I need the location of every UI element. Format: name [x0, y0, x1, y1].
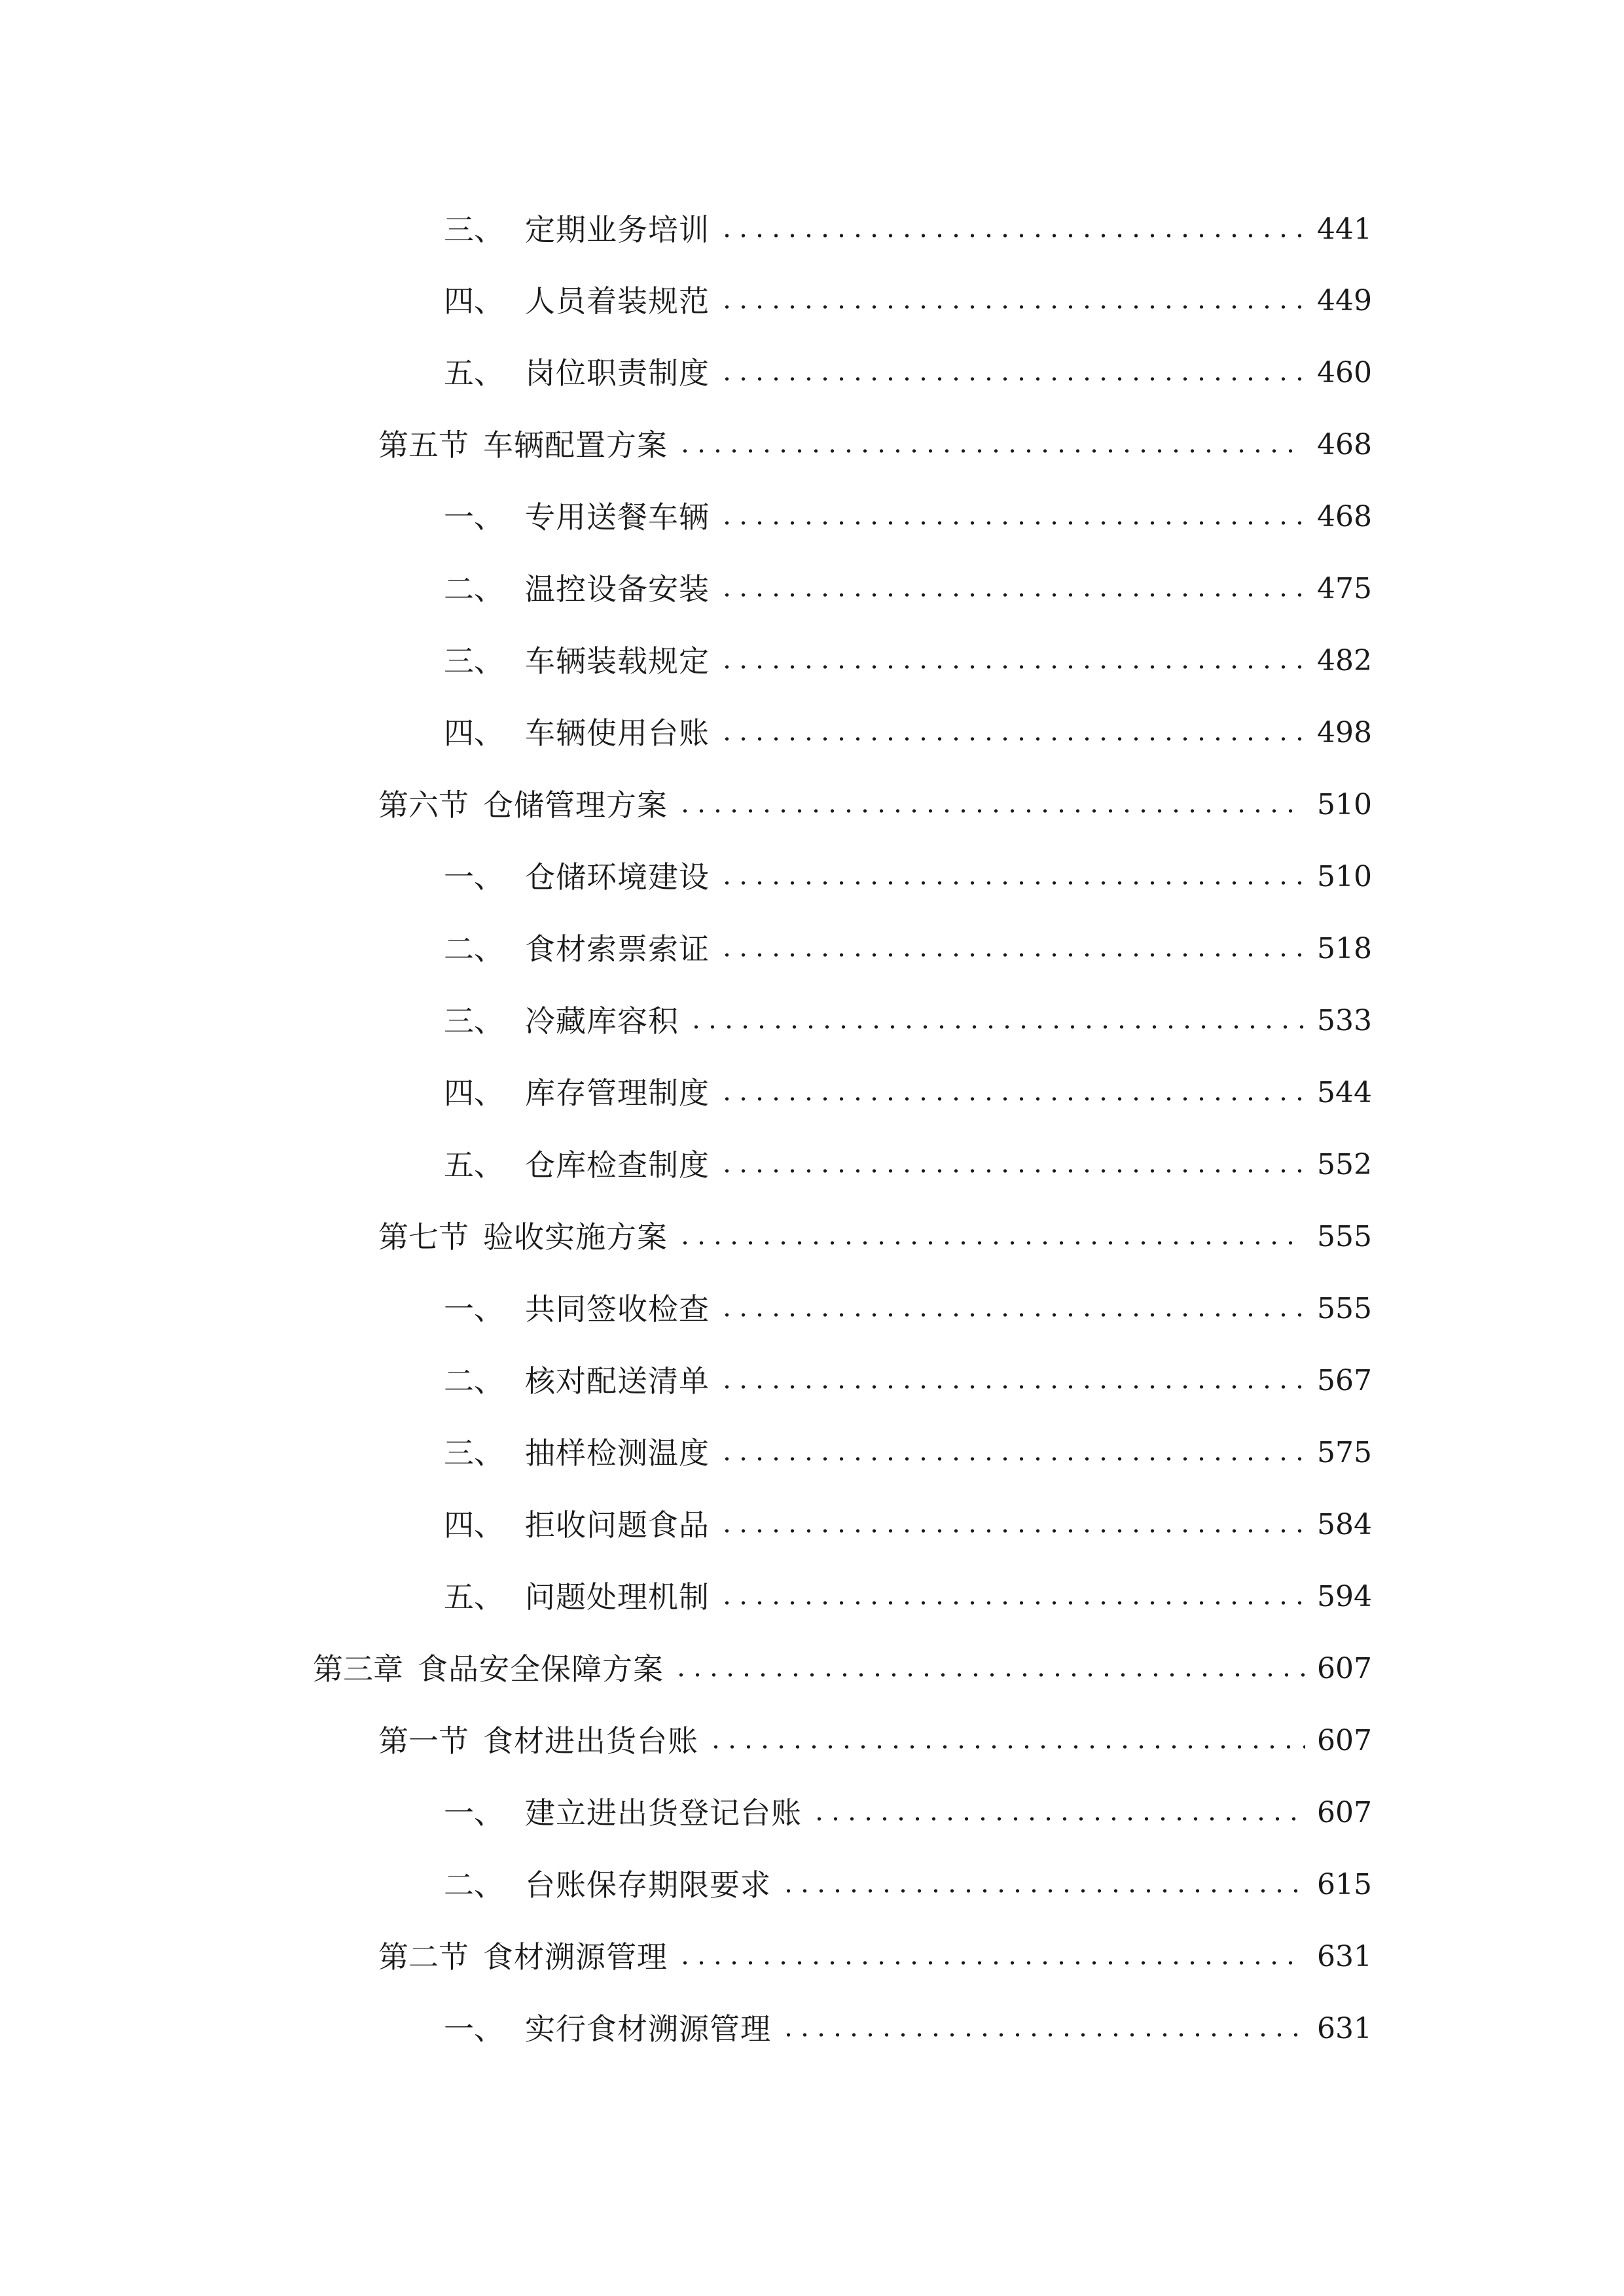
toc-entry-title: 岗位职责制度	[525, 355, 710, 391]
toc-entry-title: 车辆使用台账	[525, 715, 710, 751]
dot-leader	[677, 808, 1305, 814]
toc-entry-number: 五、	[444, 355, 504, 391]
toc-entry-page: 498	[1317, 716, 1372, 749]
dot-leader	[719, 1456, 1305, 1462]
dot-leader	[719, 664, 1305, 670]
toc-entry-title: 食品安全保障方案	[418, 1651, 664, 1687]
dot-leader	[677, 1240, 1305, 1246]
toc-entry-page: 449	[1317, 284, 1372, 317]
toc-entry[interactable]	[444, 2003, 1372, 2055]
dot-leader	[719, 592, 1305, 598]
toc-entry-chapter[interactable]	[313, 1643, 1372, 1695]
toc-entry-number: 三、	[444, 1003, 504, 1039]
toc-entry-title: 仓储环境建设	[525, 859, 710, 895]
dot-leader	[719, 880, 1305, 886]
toc-entry-page: 510	[1317, 860, 1372, 893]
toc-entry-page: 468	[1317, 500, 1372, 533]
toc-entry-title: 验收实施方案	[483, 1219, 668, 1255]
toc-entry-page: 607	[1317, 1796, 1372, 1829]
toc-entry-title: 拒收问题食品	[525, 1507, 710, 1543]
toc-entry-number: 二、	[444, 1867, 504, 1903]
dot-leader	[780, 1888, 1305, 1894]
dot-leader	[688, 1024, 1305, 1030]
toc-entry-title: 库存管理制度	[525, 1075, 710, 1111]
dot-leader	[719, 1096, 1305, 1102]
toc-entry-title: 冷藏库容积	[525, 1003, 679, 1039]
toc-entry[interactable]	[444, 563, 1372, 615]
toc-entry-title: 食材索票索证	[525, 931, 710, 967]
toc-entry-page: 518	[1317, 932, 1372, 965]
toc-entry-page: 482	[1317, 644, 1372, 677]
dot-leader	[673, 1672, 1305, 1678]
toc-entry-number: 三、	[444, 212, 504, 247]
toc-entry-page: 552	[1317, 1148, 1372, 1181]
toc-entry[interactable]	[444, 1067, 1372, 1119]
toc-entry-title: 食材进出货台账	[483, 1723, 698, 1759]
dot-leader	[719, 736, 1305, 742]
toc-entry[interactable]	[444, 1139, 1372, 1191]
toc-entry-number: 二、	[444, 571, 504, 607]
toc-entry-page: 510	[1317, 788, 1372, 821]
dot-leader	[677, 448, 1305, 454]
toc-entry-page: 594	[1317, 1580, 1372, 1613]
toc-entry-number: 一、	[444, 499, 504, 535]
toc-entry-page: 631	[1317, 1940, 1372, 1973]
toc-entry-number: 四、	[444, 715, 504, 751]
toc-entry-number: 一、	[444, 2011, 504, 2047]
dot-leader	[719, 1312, 1305, 1318]
toc-entry-number: 五、	[444, 1579, 504, 1615]
toc-entry-number: 第一节	[378, 1723, 469, 1759]
toc-entry-number: 第六节	[378, 787, 469, 823]
toc-entry-number: 第七节	[378, 1219, 469, 1255]
toc-entry-title: 问题处理机制	[525, 1579, 710, 1615]
toc-entry-title: 食材溯源管理	[483, 1939, 668, 1975]
dot-leader	[719, 1168, 1305, 1174]
toc-entry-page: 615	[1317, 1868, 1372, 1901]
toc-entry-title: 专用送餐车辆	[525, 499, 710, 535]
toc-entry-title: 建立进出货登记台账	[525, 1795, 802, 1831]
toc-entry-page: 555	[1317, 1220, 1372, 1253]
dot-leader	[677, 1960, 1305, 1966]
toc-entry-number: 二、	[444, 931, 504, 967]
toc-entry-page: 441	[1317, 213, 1372, 246]
dot-leader	[811, 1816, 1305, 1822]
toc-entry-page: 475	[1317, 572, 1372, 605]
toc-entry[interactable]	[444, 1571, 1372, 1623]
toc-entry[interactable]	[444, 1787, 1372, 1839]
dot-leader	[719, 232, 1305, 239]
toc-entry-section[interactable]	[378, 1211, 1372, 1263]
toc-entry[interactable]	[444, 1427, 1372, 1479]
toc-entry[interactable]	[444, 923, 1372, 975]
toc-entry-page: 607	[1317, 1652, 1372, 1685]
toc-entry-page: 544	[1317, 1076, 1372, 1109]
toc-entry-page: 533	[1317, 1004, 1372, 1037]
toc-entry-page: 468	[1317, 428, 1372, 461]
dot-leader	[719, 376, 1305, 382]
toc-entry-number: 第三章	[313, 1651, 403, 1687]
toc-entry-number: 二、	[444, 1363, 504, 1399]
toc-entry[interactable]	[444, 995, 1372, 1047]
toc-entry-page: 567	[1317, 1364, 1372, 1397]
dot-leader	[719, 1528, 1305, 1534]
toc-entry-title: 车辆配置方案	[483, 427, 668, 463]
toc-entry-section[interactable]	[378, 1931, 1372, 1983]
toc-entry-title: 抽样检测温度	[525, 1435, 710, 1471]
toc-entry-number: 一、	[444, 1795, 504, 1831]
toc-entry-page: 631	[1317, 2012, 1372, 2045]
toc-entry-number: 一、	[444, 1291, 504, 1327]
toc-entry-title: 仓库检查制度	[525, 1147, 710, 1183]
dot-leader	[719, 304, 1305, 310]
toc-entry-title: 台账保存期限要求	[525, 1867, 771, 1903]
toc-entry[interactable]	[444, 1499, 1372, 1551]
toc-entry[interactable]	[444, 491, 1372, 543]
dot-leader	[708, 1744, 1305, 1750]
toc-entry-title: 温控设备安装	[525, 571, 710, 607]
toc-entry-title: 实行食材溯源管理	[525, 2011, 771, 2047]
toc-entry[interactable]	[444, 635, 1372, 687]
toc-entry-title: 核对配送清单	[525, 1363, 710, 1399]
toc-entry-page: 555	[1317, 1292, 1372, 1325]
toc-entry-number: 三、	[444, 643, 504, 679]
toc-entry-number: 四、	[444, 1075, 504, 1111]
toc-entry[interactable]	[444, 275, 1372, 327]
toc-entry[interactable]	[444, 707, 1372, 759]
toc-entry-number: 第二节	[378, 1939, 469, 1975]
toc-entry[interactable]	[444, 1283, 1372, 1335]
toc-entry-number: 五、	[444, 1147, 504, 1183]
toc-entry-page: 607	[1317, 1724, 1372, 1757]
toc-entry[interactable]	[444, 347, 1372, 399]
dot-leader	[719, 520, 1305, 526]
toc-entry-title: 定期业务培训	[525, 212, 710, 247]
toc-entry-page: 460	[1317, 356, 1372, 389]
dot-leader	[719, 1384, 1305, 1390]
toc-entry-title: 仓储管理方案	[483, 787, 668, 823]
dot-leader	[719, 952, 1305, 958]
toc-entry-title: 人员着装规范	[525, 283, 710, 319]
dot-leader	[719, 1600, 1305, 1606]
toc-entry-section[interactable]	[378, 1715, 1372, 1767]
toc-entry-title: 车辆装载规定	[525, 643, 710, 679]
toc-entry-page: 575	[1317, 1436, 1372, 1469]
toc-entry-page: 584	[1317, 1508, 1372, 1541]
toc-entry-title: 共同签收检查	[525, 1291, 710, 1327]
toc-entry-section[interactable]	[378, 419, 1372, 471]
toc-entry[interactable]	[444, 851, 1372, 903]
toc-entry-section[interactable]	[378, 779, 1372, 831]
toc-entry-number: 三、	[444, 1435, 504, 1471]
dot-leader	[780, 2032, 1305, 2038]
toc-entry[interactable]	[444, 1859, 1372, 1911]
toc-entry-number: 一、	[444, 859, 504, 895]
toc-entry[interactable]	[444, 1355, 1372, 1407]
toc-entry-number: 第五节	[378, 427, 469, 463]
toc-entry[interactable]	[444, 204, 1372, 256]
toc-entry-number: 四、	[444, 283, 504, 319]
toc-entry-number: 四、	[444, 1507, 504, 1543]
